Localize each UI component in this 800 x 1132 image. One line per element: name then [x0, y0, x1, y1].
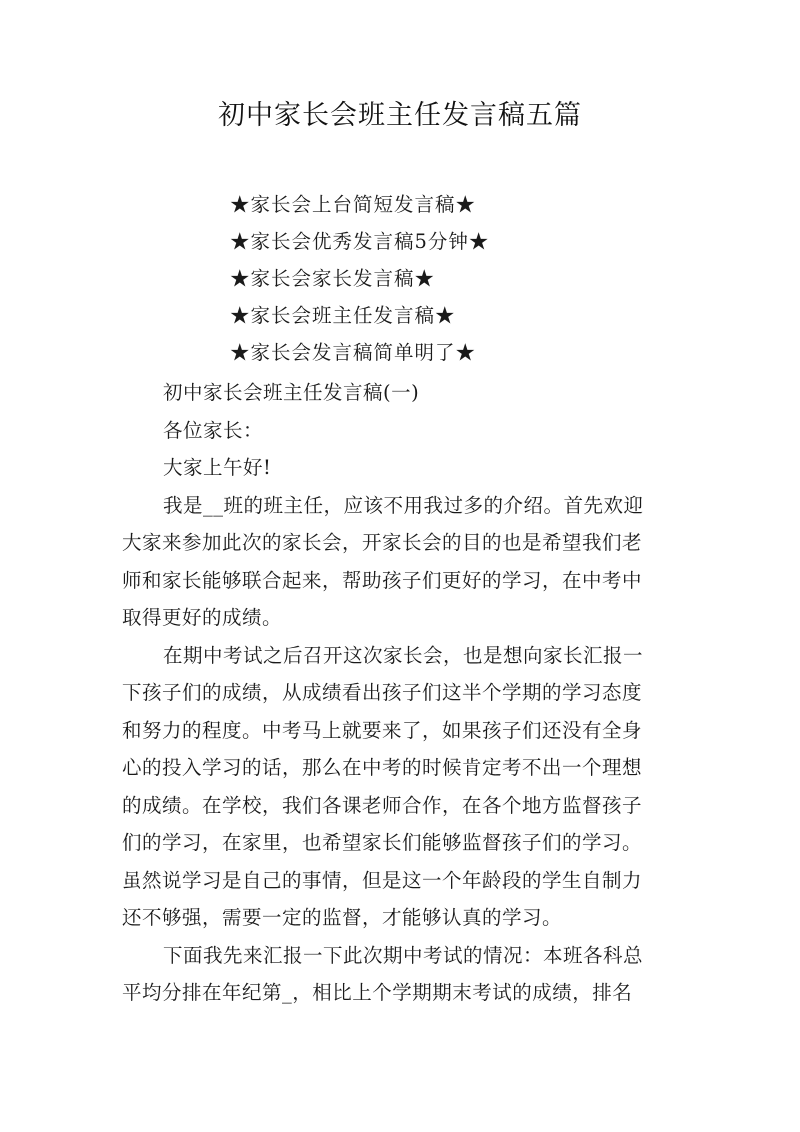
salutation: 各位家长：	[163, 418, 264, 442]
paragraph-line: 们的学习，在家里，也希望家长们能够监督孩子们的学习。	[122, 831, 643, 854]
toc-item: ★家长会家长发言稿★	[230, 267, 436, 290]
paragraph-line: 取得更好的成绩。	[122, 606, 283, 629]
toc-item: ★家长会上台简短发言稿★	[230, 193, 477, 216]
paragraph-3	[122, 937, 686, 1012]
paragraph-1	[122, 487, 686, 637]
paragraph-line: 平均分排在年纪第_，相比上个学期期末考试的成绩，排名	[122, 981, 633, 1004]
document-body	[122, 374, 686, 1012]
document-title: 初中家长会班主任发言稿五篇	[218, 100, 582, 131]
paragraph-line: 心的投入学习的话，那么在中考的时候肯定考不出一个理想	[122, 756, 643, 779]
paragraph-2	[122, 637, 686, 937]
paragraph-line: 大家来参加此次的家长会，开家长会的目的也是希望我们老	[122, 531, 643, 554]
paragraph-line: 和努力的程度。中考马上就要来了，如果孩子们还没有全身	[122, 718, 643, 742]
paragraph-line: 虽然说学习是自己的事情，但是这一个年龄段的学生自制力	[122, 868, 643, 892]
toc-item: ★家长会班主任发言稿★	[230, 304, 456, 327]
paragraph-line: 在期中考试之后召开这次家长会，也是想向家长汇报一	[163, 643, 644, 667]
paragraph-line: 下孩子们的成绩，从成绩看出孩子们这半个学期的学习态度	[122, 681, 643, 704]
greeting: 大家上午好!	[163, 456, 272, 479]
paragraph-line: 的成绩。在学校，我们各课老师合作，在各个地方监督孩子	[122, 793, 643, 817]
table-of-contents	[230, 186, 489, 371]
section-heading: 初中家长会班主任发言稿(一)	[163, 381, 420, 404]
paragraph-line: 还不够强，需要一定的监督，才能够认真的学习。	[122, 906, 563, 929]
paragraph-line: 师和家长能够联合起来，帮助孩子们更好的学习，在中考中	[122, 568, 643, 592]
toc-item: ★家长会发言稿简单明了★	[230, 341, 477, 364]
paragraph-line: 下面我先来汇报一下此次期中考试的情况：本班各科总	[163, 943, 644, 967]
paragraph-line: 我是__班的班主任，应该不用我过多的介绍。首先欢迎	[163, 493, 644, 517]
toc-item: ★家长会优秀发言稿5分钟★	[230, 230, 490, 253]
